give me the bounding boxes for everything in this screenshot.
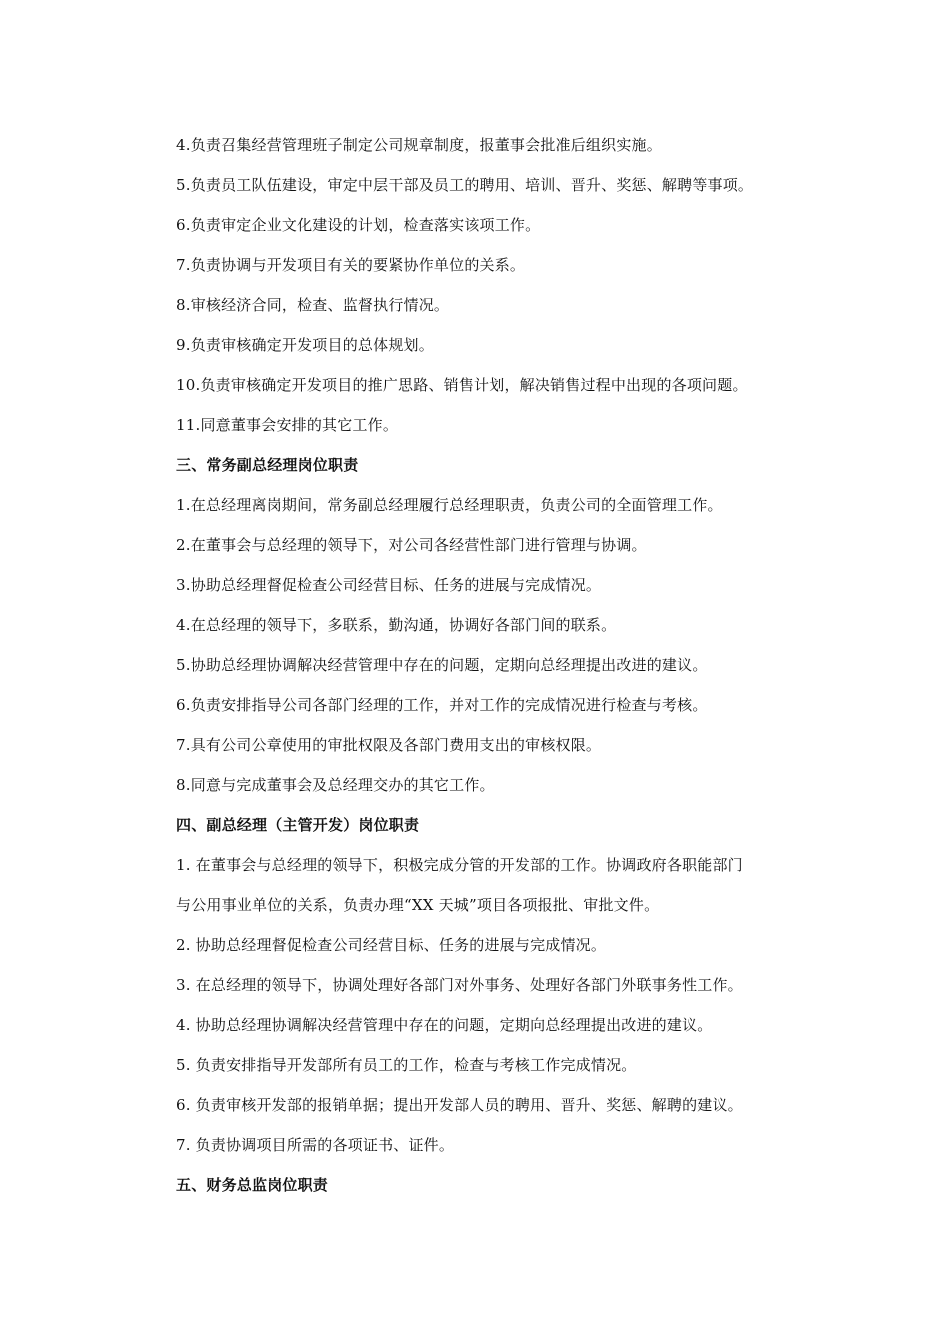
duty-item: 7.具有公司公章使用的审批权限及各部门费用支出的审核权限。 — [176, 736, 602, 754]
duty-item: 5.负责员工队伍建设，审定中层干部及员工的聘用、培训、晋升、奖惩、解聘等事项。 — [176, 176, 754, 194]
duty-item-continuation: 与公用事业单位的关系，负责办理“XX 天城”项目各项报批、审批文件。 — [176, 896, 660, 914]
section-heading: 五、财务总监岗位职责 — [176, 1176, 329, 1194]
duty-item: 10.负责审核确定开发项目的推广思路、销售计划，解决销售过程中出现的各项问题。 — [176, 376, 748, 394]
duty-item: 3. 在总经理的领导下，协调处理好各部门对外事务、处理好各部门外联事务性工作。 — [176, 976, 743, 994]
duty-item: 4.负责召集经营管理班子制定公司规章制度，报董事会批准后组织实施。 — [176, 136, 662, 154]
duty-item: 9.负责审核确定开发项目的总体规划。 — [176, 336, 434, 354]
duty-item: 7. 负责协调项目所需的各项证书、证件。 — [176, 1136, 455, 1154]
section-heading: 四、副总经理（主管开发）岗位职责 — [176, 816, 420, 834]
duty-item: 8.审核经济合同，检查、监督执行情况。 — [176, 296, 450, 314]
duty-item: 1. 在董事会与总经理的领导下，积极完成分管的开发部的工作。协调政府各职能部门 — [176, 856, 743, 874]
duty-item: 2.在董事会与总经理的领导下，对公司各经营性部门进行管理与协调。 — [176, 536, 647, 554]
section-heading: 三、常务副总经理岗位职责 — [176, 456, 359, 474]
duty-item: 4. 协助总经理协调解决经营管理中存在的问题，定期向总经理提出改进的建议。 — [176, 1016, 713, 1034]
duty-item: 6.负责审定企业文化建设的计划，检查落实该项工作。 — [176, 216, 541, 234]
duty-item: 3.协助总经理督促检查公司经营目标、任务的进展与完成情况。 — [176, 576, 602, 594]
duty-item: 2. 协助总经理督促检查公司经营目标、任务的进展与完成情况。 — [176, 936, 607, 954]
duty-item: 4.在总经理的领导下，多联系，勤沟通，协调好各部门间的联系。 — [176, 616, 617, 634]
duty-item: 5. 负责安排指导开发部所有员工的工作，检查与考核工作完成情况。 — [176, 1056, 637, 1074]
document-body — [176, 125, 816, 1205]
duty-item: 7.负责协调与开发项目有关的要紧协作单位的关系。 — [176, 256, 526, 274]
duty-item: 5.协助总经理协调解决经营管理中存在的问题，定期向总经理提出改进的建议。 — [176, 656, 708, 674]
duty-item: 6.负责安排指导公司各部门经理的工作，并对工作的完成情况进行检查与考核。 — [176, 696, 708, 714]
duty-item: 11.同意董事会安排的其它工作。 — [176, 416, 399, 434]
duty-item: 8.同意与完成董事会及总经理交办的其它工作。 — [176, 776, 495, 794]
duty-item: 1.在总经理离岗期间，常务副总经理履行总经理职责，负责公司的全面管理工作。 — [176, 496, 723, 514]
duty-item: 6. 负责审核开发部的报销单据；提出开发部人员的聘用、晋升、奖惩、解聘的建议。 — [176, 1096, 743, 1114]
